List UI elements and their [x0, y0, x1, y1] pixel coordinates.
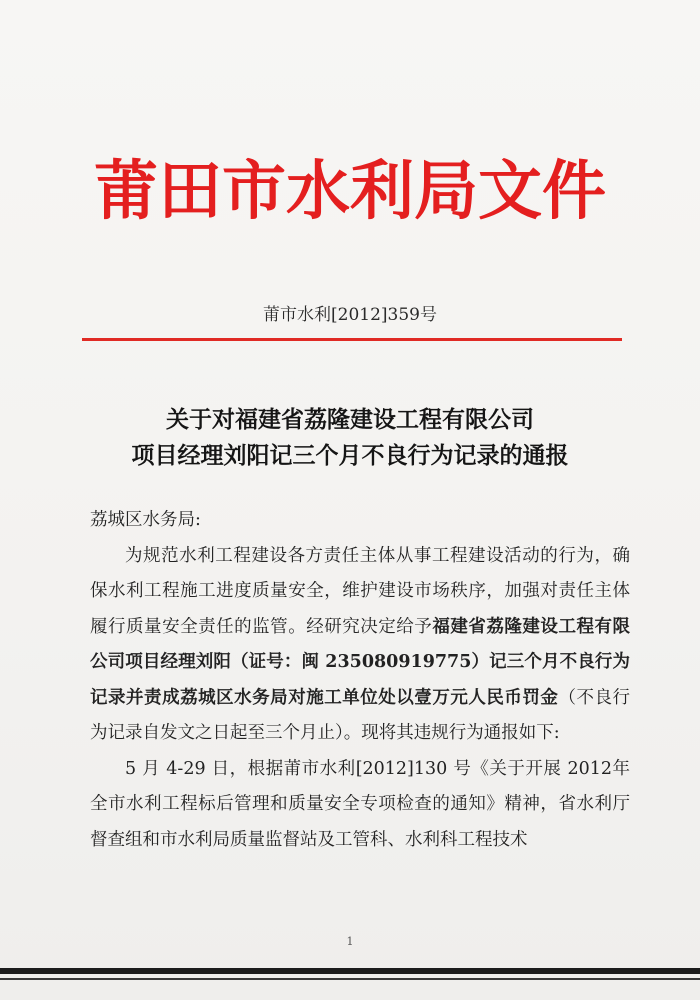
document-subject: [0, 402, 700, 474]
document-body: [90, 503, 630, 858]
addressee: 荔城区水务局:: [90, 510, 201, 530]
document-number: 莆市水利[2012]359号: [263, 305, 437, 325]
paragraph-1-bold-decision: 福建省荔隆建设工程有限公司项目经理刘阳（证号：闽 235080919775）记三个月不良行为记录并责成荔城区水务局对施工单位处以壹万元人民币罚金: [90, 616, 630, 708]
subject-line-1: 关于对福建省荔隆建设工程有限公司: [166, 406, 534, 433]
paragraph-2: 5 月 4-29 日，根据莆市水利[2012]130 号《关于开展 2012年全市水利工程标后管理和质量安全专项检查的通知》精神，省水利厅督查组和市水利局质量监督站及工管科、水利科工程技术: [90, 758, 630, 850]
red-divider-line: [82, 338, 622, 341]
document-header-title: 莆田市水利局文件: [94, 154, 606, 229]
paragraph-1-text-a: 为规范水利工程建设各方责任主体从事工程建设活动的行为，确保水利工程施工进度质量安全，维护建设市场秩序，加强对责任主体履行质量安全责任的监管。经研究决定给予: [90, 545, 630, 637]
page-number: 1: [346, 935, 354, 948]
bottom-border-line-thin: [0, 978, 700, 980]
subject-line-2: 项目经理刘阳记三个月不良行为记录的通报: [131, 442, 569, 469]
bottom-border-line: [0, 968, 700, 974]
paragraph-1-text-b: （不良行为记录自发文之日起至三个月止）。现将其违规行为通报如下:: [90, 687, 631, 743]
paragraph-1: [90, 539, 630, 752]
